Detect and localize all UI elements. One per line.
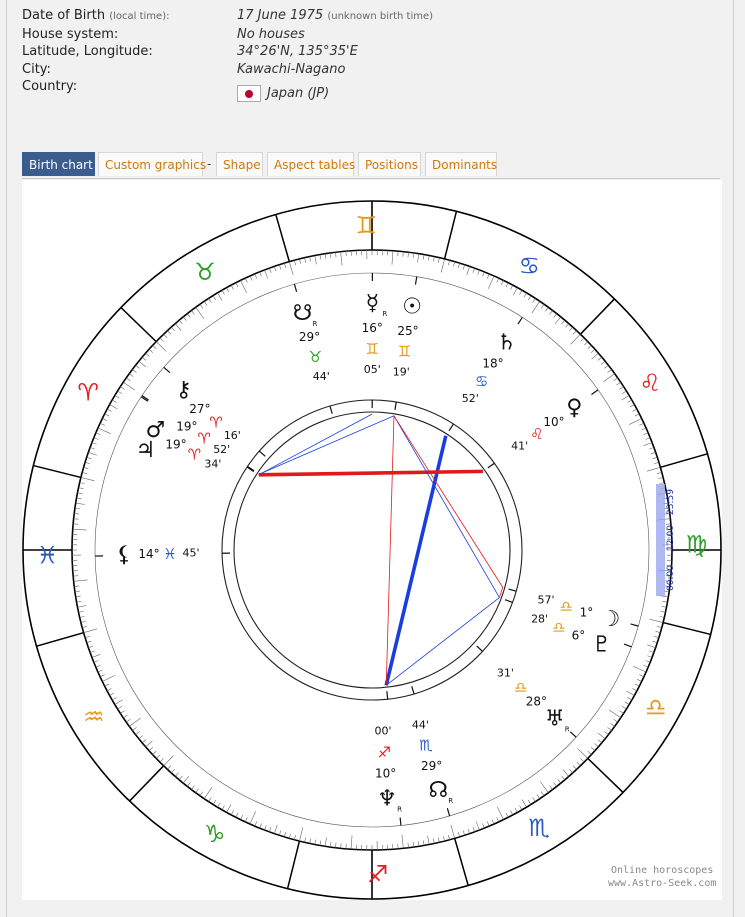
south-node-minutes: 44' bbox=[312, 370, 330, 384]
mercury-degree: 16° bbox=[361, 321, 383, 336]
venus-icon: ♀ bbox=[566, 395, 583, 421]
lilith-icon: ⚸ bbox=[115, 542, 133, 568]
mercury-minutes: 05' bbox=[363, 363, 381, 377]
mars-sign-icon: ♈ bbox=[197, 429, 212, 448]
north-node-icon: ☊ bbox=[428, 777, 449, 803]
moon-icon: ☽ bbox=[600, 607, 621, 633]
uranus-minutes: 31' bbox=[496, 666, 514, 680]
sign-taurus-icon: ♉ bbox=[194, 257, 216, 286]
chiron-minutes: 16' bbox=[223, 428, 241, 442]
credit-line-2: www.Astro-Seek.com bbox=[608, 878, 717, 889]
info-value-note: (unknown birth time) bbox=[327, 11, 434, 22]
south-node-retrograde-marker: R bbox=[312, 319, 318, 328]
planet-tick bbox=[387, 691, 388, 699]
tab-custom-graphics[interactable]: Custom graphics bbox=[98, 152, 203, 176]
mercury-icon: ☿ bbox=[365, 291, 380, 317]
info-label: House system: bbox=[22, 27, 119, 42]
mars-degree: 19° bbox=[176, 419, 198, 434]
neptune-minutes: 00' bbox=[374, 724, 392, 738]
sign-capricorn-icon: ♑ bbox=[203, 819, 226, 848]
neptune-sign-icon: ♐ bbox=[377, 743, 392, 762]
sign-virgo-icon: ♍ bbox=[685, 530, 708, 559]
jupiter-degree: 19° bbox=[165, 437, 187, 452]
sun-degree: 25° bbox=[397, 323, 419, 338]
sign-gemini-icon: ♊ bbox=[355, 211, 378, 240]
info-value: Kawachi-Nagano bbox=[237, 62, 346, 77]
chart-tabs bbox=[22, 152, 720, 179]
sign-aries-icon: ♈ bbox=[77, 378, 99, 407]
info-value: 34°26'N, 135°35'E bbox=[237, 44, 358, 59]
sign-scorpio-icon: ♏ bbox=[528, 814, 550, 843]
frame-border-right bbox=[733, 0, 734, 917]
uranus-retrograde-marker: R bbox=[564, 725, 570, 734]
north-node-sign-icon: ♏ bbox=[419, 736, 433, 755]
japan-flag-icon bbox=[237, 85, 261, 102]
mercury-sign-icon: ♊ bbox=[365, 340, 380, 359]
info-value: No houses bbox=[237, 27, 305, 42]
frame-border-left bbox=[6, 0, 7, 917]
tab-dominants[interactable]: Dominants bbox=[425, 152, 497, 176]
lilith-degree: 14° bbox=[138, 547, 160, 562]
pluto-degree: 6° bbox=[571, 628, 586, 643]
saturn-sign-icon: ♋ bbox=[474, 372, 489, 391]
sun-sign-icon: ♊ bbox=[397, 342, 412, 361]
info-value: Japan (JP) bbox=[267, 86, 330, 101]
saturn-minutes: 52' bbox=[461, 391, 479, 405]
info-value: 17 June 1975 bbox=[237, 8, 324, 23]
south-node-icon: ☋ bbox=[292, 300, 313, 326]
venus-sign-icon: ♌ bbox=[530, 425, 544, 444]
sign-sagittarius-icon: ♐ bbox=[366, 860, 389, 889]
info-label: Latitude, Longitude: bbox=[22, 44, 153, 59]
mercury-retrograde-marker: R bbox=[382, 310, 388, 319]
jupiter-minutes: 34' bbox=[204, 457, 222, 471]
sign-leo-icon: ♌ bbox=[639, 368, 661, 397]
chiron-degree: 27° bbox=[189, 402, 211, 417]
jupiter-icon: ♃ bbox=[135, 438, 156, 464]
venus-degree: 10° bbox=[543, 415, 565, 430]
moon-range-band bbox=[656, 484, 665, 596]
tab-positions[interactable]: Positions bbox=[358, 152, 421, 176]
moon-minutes: 57' bbox=[537, 593, 555, 607]
moon-range-label: 12:00 bbox=[666, 525, 676, 551]
moon-degree: 1° bbox=[579, 605, 594, 620]
planet-ring-tick bbox=[400, 818, 401, 826]
south-node-sign-icon: ♉ bbox=[308, 348, 323, 367]
info-label: Country: bbox=[22, 79, 78, 94]
moon-range-label: 23:59 bbox=[666, 489, 676, 515]
credit-line-1: Online horoscopes bbox=[611, 865, 714, 876]
jupiter-sign-icon: ♈ bbox=[187, 445, 202, 464]
mars-icon: ♂ bbox=[145, 418, 166, 444]
tab-separator: - bbox=[207, 157, 212, 171]
mars-minutes: 52' bbox=[213, 443, 231, 457]
sign-cancer-icon: ♋ bbox=[518, 252, 541, 281]
lilith-minutes: 45' bbox=[182, 546, 200, 560]
sun-minutes: 19' bbox=[392, 365, 410, 379]
uranus-degree: 28° bbox=[525, 694, 548, 709]
chiron-icon: ⚷ bbox=[175, 377, 192, 403]
north-node-minutes: 44' bbox=[411, 718, 429, 732]
venus-minutes: 41' bbox=[511, 439, 529, 453]
pluto-sign-icon: ♎ bbox=[552, 618, 566, 637]
uranus-sign-icon: ♎ bbox=[514, 678, 528, 697]
north-node-degree: 29° bbox=[420, 758, 443, 773]
tab-aspect-tables[interactable]: Aspect tables bbox=[267, 152, 354, 176]
info-label: City: bbox=[22, 62, 51, 77]
saturn-icon: ♄ bbox=[496, 330, 517, 356]
info-label: Date of Birth bbox=[22, 8, 106, 23]
chiron-sign-icon: ♈ bbox=[209, 413, 223, 432]
info-label-note: (local time): bbox=[109, 11, 170, 22]
north-node-retrograde-marker: R bbox=[448, 796, 454, 805]
moon-sign-icon: ♎ bbox=[559, 597, 573, 616]
neptune-degree: 10° bbox=[374, 766, 397, 781]
lilith-sign-icon: ♓ bbox=[163, 544, 177, 563]
sun-icon: ☉ bbox=[402, 294, 422, 320]
saturn-degree: 18° bbox=[482, 356, 504, 371]
pluto-minutes: 28' bbox=[531, 612, 549, 626]
moon-range-label: 00:00 bbox=[666, 565, 676, 591]
birth-chart-wheel[interactable] bbox=[22, 180, 722, 900]
neptune-retrograde-marker: R bbox=[397, 805, 403, 814]
south-node-degree: 29° bbox=[298, 329, 321, 344]
neptune-icon: ♆ bbox=[377, 786, 398, 812]
site-credit bbox=[608, 864, 716, 890]
sign-pisces-icon: ♓ bbox=[36, 541, 59, 570]
tab-birth-chart[interactable]: Birth chart bbox=[22, 152, 95, 176]
uranus-icon: ♅ bbox=[544, 706, 565, 732]
sign-libra-icon: ♎ bbox=[645, 693, 667, 722]
sign-aquarius-icon: ♒ bbox=[83, 703, 105, 732]
pluto-icon: ♇ bbox=[591, 632, 612, 658]
tab-shape[interactable]: Shape bbox=[216, 152, 263, 176]
